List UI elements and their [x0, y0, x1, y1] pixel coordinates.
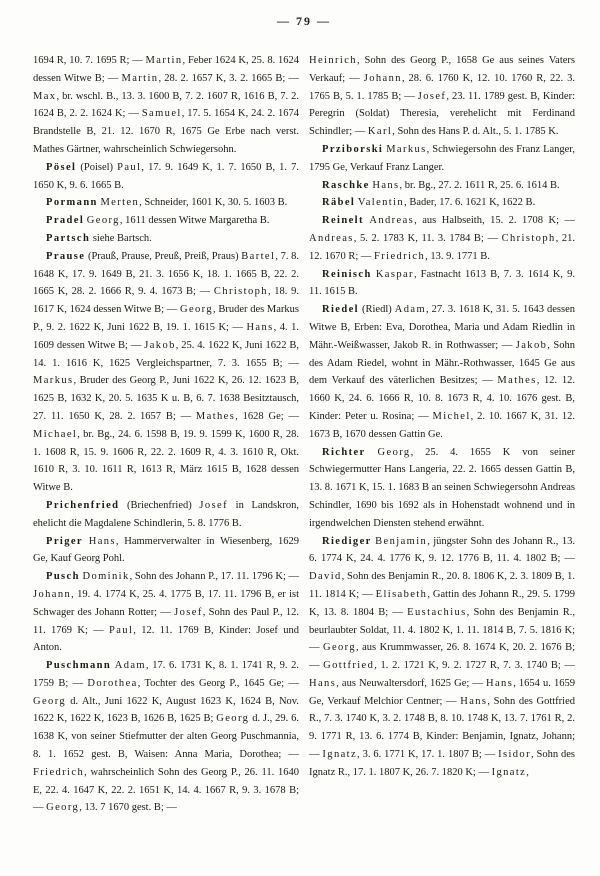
- register-paragraph: [309, 533, 575, 782]
- register-paragraph: [309, 266, 575, 302]
- entry-text: , Bruder des Georg P., Juni 1622 K, 26. 12. 1623 B, 1625 B, 1632 K, 20. 5. 1635 K u. B, 6. 7. 1638 Besitztausch, 27. 11. 1650 K, 28. 2. 1657 B; —: [33, 375, 299, 422]
- person-name: Paul: [109, 624, 134, 636]
- entry-text: (Prauß, Prause, Preuß, Preiß, Praus): [85, 250, 242, 262]
- left-column: [33, 52, 299, 817]
- person-name: Adam: [394, 304, 427, 316]
- text-columns: [33, 52, 575, 817]
- person-name: Adam: [114, 660, 146, 672]
- register-paragraph: [309, 444, 575, 533]
- person-name: Ignatz: [491, 766, 527, 778]
- entry-surname: Pösel: [46, 161, 77, 173]
- register-paragraph: [309, 212, 575, 265]
- person-name: Christoph: [213, 286, 268, 298]
- entry-text: siehe Bartsch.: [90, 232, 152, 244]
- person-name: Bartel: [241, 250, 276, 262]
- person-name: Georg: [216, 713, 250, 725]
- entry-text: , 28. 2. 1657 K, 3. 2. 1665 B; —: [158, 72, 299, 84]
- register-paragraph: [33, 230, 299, 248]
- entry-surname: Prause: [46, 250, 86, 262]
- entry-text: , aus Neuwaltersdorf, 1625 Ge; —: [336, 677, 487, 689]
- person-name: Hans: [486, 677, 514, 689]
- person-name: Johann: [33, 588, 72, 600]
- entry-surname: Pradel: [46, 215, 85, 227]
- person-name: Heinrich: [309, 55, 357, 66]
- entry-text: , 21. 12. 1670 R; —: [309, 232, 575, 262]
- person-name: Jakob: [515, 339, 548, 351]
- person-name: Jakob: [144, 339, 176, 351]
- person-name: Merten: [100, 197, 140, 209]
- person-name: Isidor: [498, 749, 531, 761]
- register-paragraph: [33, 159, 299, 195]
- person-name: Michel: [432, 410, 471, 422]
- entry-text: , 12. 11. 1769 B, Kinder: Josef und Anton.: [33, 624, 299, 654]
- person-name: Elisabeth: [375, 588, 428, 600]
- entry-text: [366, 447, 378, 458]
- person-name: Hans: [372, 179, 400, 191]
- entry-surname: Priger: [46, 535, 83, 547]
- person-name: Mathes: [195, 410, 236, 422]
- entry-text: , br. Bg., 27. 2. 1611 R, 25. 6. 1614 B.: [399, 179, 560, 191]
- entry-text: in Landskron, ehelicht die Magdalene Schindlerin, 5. 8. 1776 B.: [33, 499, 300, 529]
- entry-text: , br. wschl. B., 13. 3. 1600 B, 7. 2. 1607 R, 1616 B, 7. 2. 1624 B, 2. 2. 1624 K; —: [33, 90, 299, 120]
- right-column: [309, 52, 575, 817]
- person-name: Benjamin: [375, 535, 428, 547]
- register-paragraph: [33, 194, 299, 212]
- person-name: David: [309, 571, 342, 583]
- person-name: Georg: [46, 802, 80, 814]
- person-name: Andreas: [309, 232, 354, 244]
- entry-text: d. J., 29. 6. 1638 K, von seiner Stiefmutter der alten Georg Puschmannia, 8. 1. 1652 gest. B, Waisen: Anna Maria, Dorothea; —: [33, 713, 300, 761]
- entry-surname: Partsch: [46, 232, 91, 244]
- entry-text: d. Alt., Juni 1622 K, August 1623 K, 1624 B, Nov. 1622 K, 1622 K, 1623 B, 1626 B, 1625 B;: [33, 695, 299, 725]
- register-paragraph: [33, 212, 299, 230]
- entry-surname: Prichenfried: [46, 499, 120, 511]
- entry-text: , 27. 3. 1618 K, 31. 5. 1643 dessen Witwe B, Erben: Eva, Dorothea, Maria und Adam Riedlin in Mähr.-Weißwasser, Jakob R. in Rothwasser; —: [309, 304, 575, 351]
- entry-text: , Sohn des Johann P., 17. 11. 1796 K; —: [129, 571, 300, 583]
- entry-surname: Pormann: [46, 197, 98, 209]
- entry-text: , 1611 dessen Witwe Margaretha B.: [119, 215, 270, 227]
- entry-text: , 1654 u. 1659 Ge, Verkauf Melchior Centner; —: [309, 677, 576, 707]
- page-number: — 79 —: [277, 14, 331, 28]
- entry-text: , 17. 9. 1649 K, 1. 7. 1650 B, 1. 7. 1650 K, 9. 6. 1665 B.: [33, 161, 299, 191]
- entry-text: , aus Krummwasser, 26. 8. 1674 K, 20. 2. 1676 B; —: [309, 642, 575, 672]
- entry-text: , 23. 11. 1789 gest. B, Kinder: Peregrin (Soldat) Theresia, verehelicht mit Ferdinand Schindler; —: [309, 90, 575, 138]
- entry-text: , Sohn des Gottfried R., 7. 3. 1740 K, 3. 2. 1748 B, 8. 10. 1748 K, 13. 7. 1761 R, 2. 9. 1771 R, 13. 6. 1774 B, Kinder: Benjamin, Ignatz, Johann; —: [309, 695, 575, 761]
- person-name: Michael: [33, 428, 78, 440]
- person-name: Josef: [174, 606, 203, 618]
- entry-text: (Riedl): [358, 304, 395, 316]
- entry-text: , Sohn des Adam Riedel, wohnt in Mähr.-Rothwasser, 1645 Ge aus dem Verkauf des väterlichen Besitzes; —: [309, 339, 575, 387]
- register-paragraph: [33, 52, 299, 159]
- person-name: Josef: [417, 90, 447, 102]
- entry-text: , 3. 6. 1771 K, 17. 1. 1807 B; —: [357, 749, 499, 761]
- person-name: Markus: [33, 375, 74, 387]
- entry-surname: Puschmann: [46, 660, 112, 672]
- entry-text: , jüngster Sohn des Johann R., 13. 6. 1774 K, 24. 4. 1776 K, 9. 12. 1776 B, 11. 4. 1802 B; —: [309, 535, 576, 565]
- entry-text: , wahrscheinlich Sohn des Georg P., 26. 11. 1640 E, 22. 4. 1647 K, 22. 2. 1651 K, 14. 4. 1667 R, 9. 3. 1678 B; —: [33, 766, 299, 814]
- entry-text: , 13. 7 1670 gest. B; —: [79, 802, 177, 814]
- person-name: Christoph: [501, 232, 556, 244]
- entry-text: , Tochter des Georg P., 1645 Ge; —: [137, 677, 300, 689]
- entry-text: , Feber 1624 K, 25. 8. 1624 dessen Witwe B; —: [33, 55, 299, 84]
- register-paragraph: [309, 301, 575, 443]
- person-name: Eustachius: [407, 606, 467, 618]
- entry-text: 1694 R, 10. 7. 1695 R; —: [33, 55, 146, 66]
- entry-surname: Riediger: [322, 535, 372, 547]
- person-name: Hans: [246, 321, 274, 333]
- entry-text: , Bader, 17. 6. 1621 K, 1622 B.: [404, 197, 536, 209]
- person-name: Kaspar: [375, 268, 414, 280]
- entry-surname: Räbel: [322, 197, 356, 209]
- entry-text: , 17. 5. 1654 K, 24. 2. 1674 Brandstelle B, 21. 12. 1670 R, 1675 Ge Erbe nach verst. Mathes Gärtner, wahrscheinlich Schwiegersohn.: [33, 108, 299, 155]
- person-name: Johann: [363, 72, 402, 84]
- entry-text: , Gattin des Johann R., 29. 5. 1799 K, 13. 8. 1804 B; —: [309, 588, 575, 618]
- register-paragraph: [33, 657, 299, 817]
- entry-text: , 17. 6. 1731 K, 8. 1. 1741 R, 9. 2. 1759 B; —: [33, 660, 299, 689]
- person-name: Georg: [33, 695, 67, 707]
- person-name: Martin: [121, 72, 159, 84]
- person-name: Georg: [322, 642, 357, 654]
- person-name: Valentin: [357, 197, 405, 209]
- person-name: Karl: [367, 126, 393, 138]
- person-name: Friedrich: [374, 250, 426, 262]
- entry-text: , 1. 2. 1721 K, 9. 2. 1727 R, 7. 3. 1740 B; —: [374, 660, 576, 672]
- person-name: Mathes: [497, 375, 537, 387]
- entry-text: , Bruder des Markus P., 9. 2. 1622 K, Juni 1622 B, 19. 1. 1615 K; —: [33, 304, 300, 333]
- register-paragraph: [309, 177, 575, 195]
- person-name: Ignatz: [322, 749, 358, 761]
- person-name: Hans: [309, 677, 337, 689]
- entry-text: (Poisel): [76, 161, 118, 173]
- person-name: Friedrich: [33, 766, 85, 778]
- entry-text: , Sohn des Benjamin R., 20. 8. 1806 K, 2. 3. 1809 B, 1. 11. 1814 K; —: [309, 571, 575, 600]
- entry-text: , Sohn des Hans P. d. Alt., 5. 1. 1785 K.: [392, 126, 559, 138]
- entry-surname: Richter: [322, 446, 366, 458]
- person-name: Andreas: [369, 215, 415, 227]
- register-paragraph: [309, 194, 575, 212]
- person-name: Georg: [179, 304, 214, 316]
- entry-surname: Prziborski: [322, 143, 384, 155]
- register-paragraph: [309, 141, 575, 177]
- entry-text: , 1628 Ge; —: [235, 410, 299, 422]
- entry-text: , 25. 4. 1622 K, Juni 1622 B, 14. 1. 1616 K, 1625 Vergleichspartner, 7. 3. 1655 B; —: [33, 339, 299, 369]
- entry-text: , Schwiegersohn des Franz Langer, 1795 Ge, Verkauf Franz Langer.: [309, 143, 576, 173]
- entry-text: , 18. 9. 1617 K, 1624 dessen Witwe B; —: [33, 286, 299, 316]
- entry-text: (Briechenfried): [119, 499, 200, 511]
- entry-text: , 5. 2. 1783 K, 11. 3. 1784 B; —: [353, 232, 502, 244]
- entry-text: ,: [526, 766, 529, 778]
- entry-text: , 4. 1. 1609 dessen Witwe B; —: [33, 321, 300, 351]
- person-name: Max: [33, 90, 57, 102]
- entry-text: , 12. 12. 1660 K, 24. 6. 1666 R, 10. 8. 1673 R, 4. 10. 1676 gest. B, Kinder: Peter u. Rosina; —: [309, 375, 576, 422]
- entry-text: , 28. 6. 1760 K, 12. 10. 1760 R, 22. 3. 1765 B, 5. 1. 1785 B; —: [309, 72, 575, 102]
- entry-surname: Reinisch: [322, 268, 372, 280]
- register-paragraph: [33, 497, 299, 533]
- person-name: Paul: [117, 161, 142, 173]
- person-name: Samuel: [141, 108, 182, 120]
- entry-surname: Raschke: [322, 179, 370, 191]
- person-name: Josef: [199, 499, 228, 511]
- person-name: Georg: [377, 446, 411, 458]
- entry-text: , 2. 10. 1667 K, 31. 12. 1673 B, 1670 dessen Gattin Ge.: [309, 410, 575, 440]
- entry-surname: Pusch: [46, 571, 80, 583]
- register-paragraph: [33, 248, 299, 497]
- person-name: Dorothea: [87, 677, 138, 689]
- entry-text: , 13. 9. 1771 B.: [425, 250, 490, 262]
- entry-text: , aus Halbseith, 15. 2. 1708 K; —: [414, 215, 575, 227]
- person-name: Martin: [145, 55, 183, 66]
- entry-text: , Schneider, 1601 K, 30. 5. 1603 B.: [139, 197, 288, 209]
- entry-text: , 19. 4. 1774 K, 25. 4. 1775 B, 17. 11. 1796 B, er ist Schwager des Johann Rotter; —: [33, 588, 299, 618]
- entry-text: , Fastnacht 1613 B, 7. 3. 1614 K, 9. 11. 1615 B.: [309, 268, 576, 298]
- person-name: Gottfried: [323, 660, 375, 672]
- entry-text: , Sohn des Georg P., 1658 Ge aus seines Vaters Verkauf; —: [309, 55, 575, 84]
- register-paragraph: [33, 533, 299, 569]
- entry-text: , Hammerverwalter in Wiesenberg, 1629 Ge, Kauf Georg Pohl.: [33, 535, 300, 565]
- entry-surname: Riedel: [322, 304, 359, 316]
- entry-surname: Reinelt: [322, 215, 364, 227]
- person-name: Markus: [386, 143, 427, 155]
- person-name: Dominik: [82, 571, 130, 583]
- entry-text: , 25. 4. 1655 K von seiner Schwiegermutter Hans Langeria, 22. 2. 1665 dessen Gattin B, 13. 8. 1671 K, 15. 1. 1683 B an seinen Schwiegersohn Andreas Schindler, 1690 bis 1692 als in Hohenstadt wohnend und in irgendwelchen Diensten stehend erwähnt.: [309, 446, 576, 529]
- person-name: Hans: [460, 695, 488, 707]
- entry-text: , Sohn des Ignatz R., 17. 1. 1807 K, 26. 7. 1820 K; —: [309, 749, 575, 778]
- register-paragraph: [33, 568, 299, 657]
- entry-text: , 7. 8. 1648 K, 17. 9. 1649 B, 21. 3. 1656 K, 18. 1. 1665 B, 22. 2. 1665 K, 28. 2. 1666 R, 9. 4. 1673 B; —: [33, 250, 300, 298]
- register-paragraph: [309, 52, 575, 141]
- entry-text: , br. Bg., 24. 6. 1598 B, 19. 9. 1599 K, 1600 R, 28. 1. 1608 R, 15. 9. 1606 R, 22. 2. 1609 R, 4. 3. 1610 R, Okt. 1610 R, 3. 10. 1611 R, 1613 R, März 1615 B, 1628 dessen Witwe B.: [33, 428, 299, 494]
- entry-text: , Sohn des Benjamin R., beurlaubter Soldat, 11. 4. 1802 K, 1. 11. 1814 B, 7. 5. 1816 K; —: [309, 606, 575, 654]
- person-name: Georg: [86, 215, 120, 227]
- entry-text: , Sohn des Paul P., 12. 11. 1769 K; —: [33, 606, 299, 636]
- person-name: Hans: [88, 535, 116, 547]
